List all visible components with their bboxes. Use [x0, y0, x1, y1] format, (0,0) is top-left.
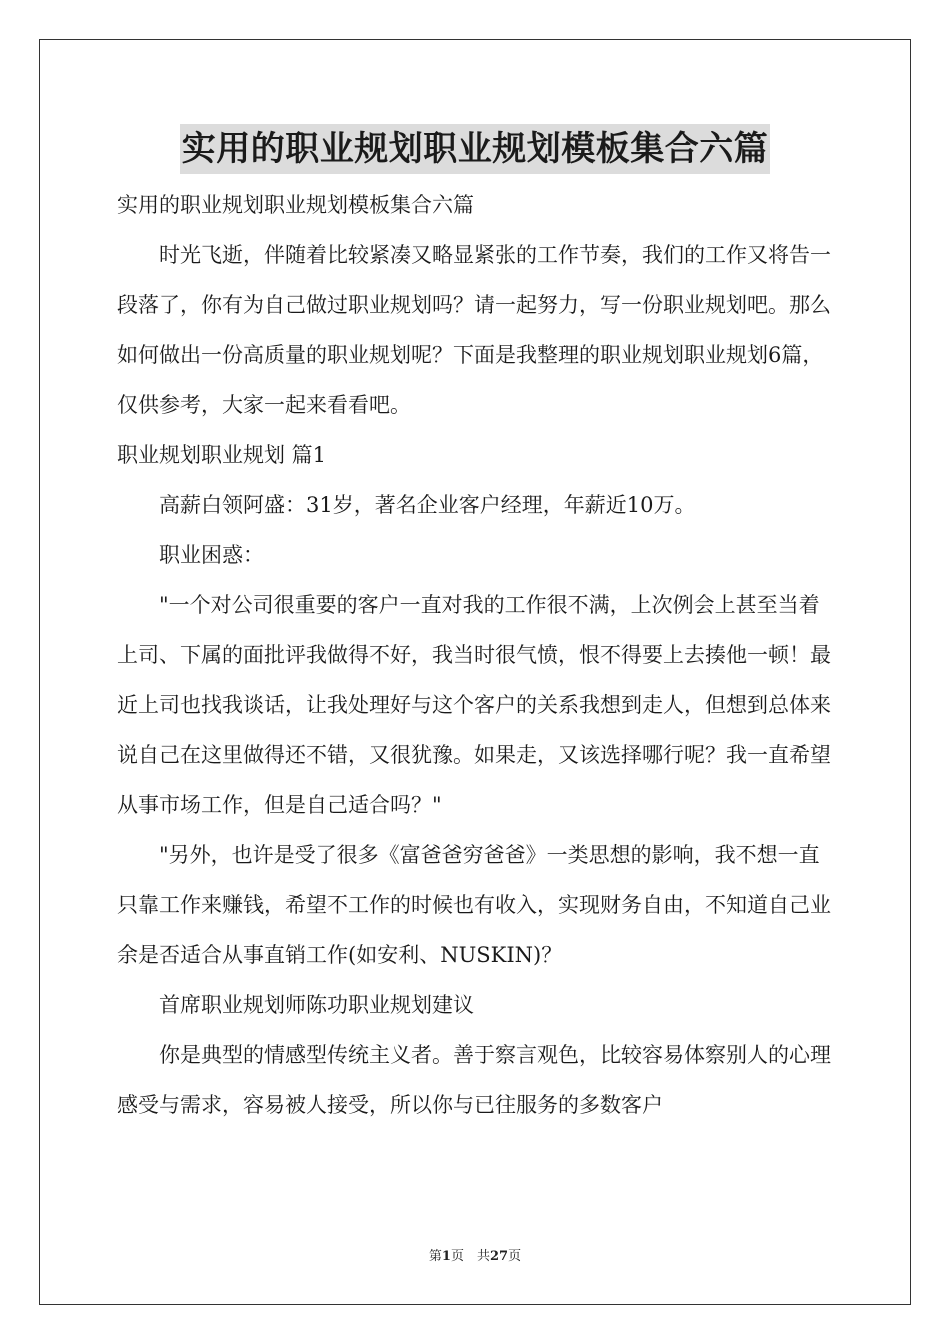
paragraph: 实用的职业规划职业规划模板集合六篇	[117, 193, 474, 217]
paragraph: 你是典型的情感型传统主义者。善于察言观色，比较容易体察别人的心理感受与需求，容易被人接受，所以你与已往服务的多数客户	[117, 1043, 831, 1117]
footer-mid: 页 共	[450, 1249, 490, 1264]
paragraph: "另外，也许是受了很多《富爸爸穷爸爸》一类思想的影响，我不想一直只靠工作来赚钱，希望不工作的时候也有收入，实现财务自由，不知道自己业余是否适合从事直销工作(如安利、NUSKIN)？	[117, 843, 831, 967]
footer-prefix: 第	[428, 1249, 442, 1264]
footer-suffix: 页	[508, 1249, 522, 1264]
paragraph: "一个对公司很重要的客户一直对我的工作很不满，上次例会上甚至当着上司、下属的面批评我做得不好，我当时很气愤，恨不得要上去揍他一顿！最近上司也找我谈话，让我处理好与这个客户的关系我想到走人，但想到总体来说自己在这里做得还不错，又很犹豫。如果走，又该选择哪行呢？我一直希望从事市场工作，但是自己适合吗？"	[117, 593, 831, 817]
paragraph: 职业困惑：	[159, 543, 264, 567]
footer-page-number: 1	[441, 1249, 451, 1264]
page-footer	[0, 1245, 950, 1264]
paragraph: 首席职业规划师陈功职业规划建议	[159, 993, 474, 1017]
section-heading: 职业规划职业规划 篇1	[117, 443, 327, 467]
footer-total-pages: 27	[489, 1249, 509, 1264]
paragraph: 时光飞逝，伴随着比较紧凑又略显紧张的工作节奏，我们的工作又将告一段落了，你有为自己做过职业规划吗？请一起努力，写一份职业规划吧。那么如何做出一份高质量的职业规划呢？下面是我整理的职业规划职业规划6篇，仅供参考，大家一起来看看吧。	[117, 243, 831, 417]
paragraph: 高薪白领阿盛：31岁，著名企业客户经理，年薪近10万。	[159, 493, 696, 517]
document-body	[117, 180, 837, 1130]
document-title: 实用的职业规划职业规划模板集合六篇	[180, 124, 771, 174]
title-container	[0, 124, 950, 174]
